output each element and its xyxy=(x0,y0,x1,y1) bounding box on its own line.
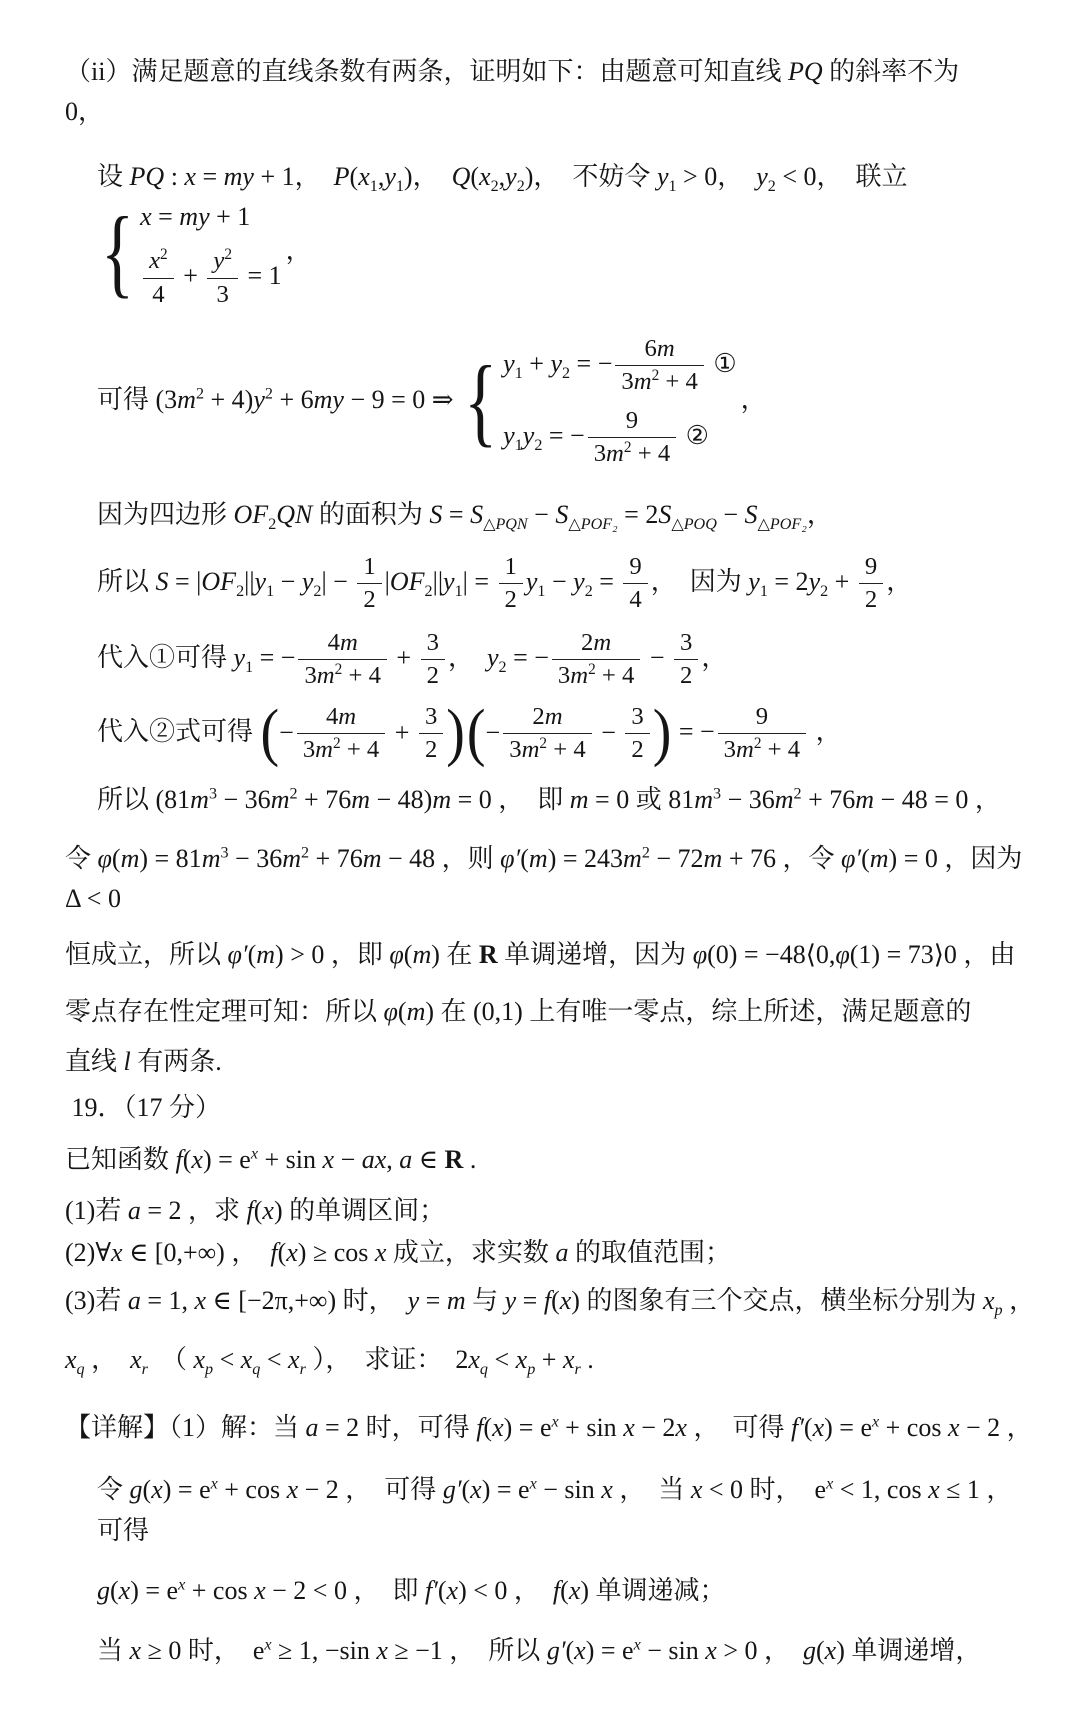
math-var: x xyxy=(812,1412,825,1442)
math-var: m xyxy=(432,785,452,815)
math-scripted: $m^2$ xyxy=(270,785,298,815)
brace-glyph: { xyxy=(464,346,498,457)
math-var: m xyxy=(406,996,426,1026)
math-scripted: $x_p$ xyxy=(982,1286,1003,1320)
math-scripted: $y_2$ xyxy=(756,161,776,195)
fraction: $\frac{6m}{3m^2 + 4}$ xyxy=(615,335,703,397)
fraction: $\frac{3}{2}$ xyxy=(421,629,445,691)
math-var: f′ xyxy=(790,1412,804,1442)
math-var: x xyxy=(374,1238,387,1268)
math-var: x xyxy=(559,1286,572,1316)
math-bold: R xyxy=(444,1145,464,1175)
text-line: 可得 $(3m^2 + 4)y^2 + 6my - 9 = 0$ ⇒ { $y_1 + y_2$ = − $\frac{6m}{3m^2 + 4}$ ① $y_1y_2$ = − $\frac{9}{3m^2 + 4}$ ② ， xyxy=(97,335,767,468)
math-scripted: $y_1$ xyxy=(443,566,463,600)
math-var: x xyxy=(824,1636,837,1666)
math-scripted: $x_p$ xyxy=(193,1344,214,1378)
math-var: x xyxy=(568,1575,581,1605)
math-var: x xyxy=(690,1475,703,1505)
math-var: x xyxy=(492,1412,504,1442)
math-var: a xyxy=(555,1238,569,1268)
math-var: my xyxy=(179,201,210,231)
text-line: 【详解】（1）解：当 a = 2 时，可得 $f(x) = e^x + \sin x - 2x$ ， 可得 $f'(x) = e^x + \cos x - 2$ ， xyxy=(65,1412,1033,1442)
math-var: PQ xyxy=(129,161,165,191)
math-scripted: $y_1$ xyxy=(233,642,254,676)
math-scripted: $F_2$ xyxy=(408,566,433,600)
math-scripted: $y_1$ xyxy=(656,161,677,195)
cases-system: { x = my + 1 $\frac{x^2}{4}$ + $\frac{y^2}{3}$ = 1 xyxy=(101,197,282,308)
math-var: x xyxy=(470,1475,482,1505)
math-scripted: $e^x$ xyxy=(539,1412,559,1442)
math-var: m xyxy=(869,843,889,873)
math-var: x xyxy=(140,201,152,231)
math-scripted: $e^x$ xyxy=(166,1575,186,1605)
math-var: S xyxy=(155,566,169,596)
math-var: m xyxy=(703,843,723,873)
math-var: g xyxy=(97,1575,110,1605)
fraction: $\frac{3}{2}$ xyxy=(419,703,443,765)
math-var: m xyxy=(351,785,370,815)
math-scripted: $m^2$ xyxy=(282,843,310,873)
math-var: x xyxy=(129,1636,142,1666)
text-line: 恒成立，所以 φ′(m) > 0 ，即 φ(m) 在 R 单调递增，因为 φ(0) = −48⟨0,φ(1) = 73⟩0 ，由 xyxy=(65,940,1016,970)
math-var: my xyxy=(313,384,344,414)
math-var: g xyxy=(802,1636,816,1666)
math-scripted: $x_r$ xyxy=(562,1344,581,1378)
math-scripted: $x_q$ xyxy=(468,1344,488,1378)
math-scripted: $S_{\triangle PQN}$ xyxy=(470,499,528,533)
math-scripted: $m^2$ xyxy=(315,734,341,763)
math-scripted: $m^2$ xyxy=(736,734,762,763)
math-var: m xyxy=(544,702,563,730)
math-var: l xyxy=(123,1046,131,1076)
fraction: $\frac{9}{3m^2 + 4}$ xyxy=(588,407,676,469)
math-var: ax xyxy=(361,1145,387,1175)
math-scripted: $y_1$ xyxy=(254,566,275,600)
math-var: m xyxy=(362,843,382,873)
math-scripted: $y^2$ xyxy=(213,245,232,275)
math-scripted: $e^x$ xyxy=(814,1475,834,1505)
math-var: a xyxy=(305,1412,319,1442)
math-var: x xyxy=(623,1412,635,1442)
math-scripted: $S_{\triangle POQ}$ xyxy=(658,499,717,533)
fraction: $\frac{3}{2}$ xyxy=(625,703,649,765)
math-var: Q xyxy=(451,161,471,191)
text-line: (2)∀x ∈ [0,+∞) ， f(x) ≥ cos x 成立，求实数 a 的取值范围； xyxy=(65,1238,731,1268)
text-line: $x_q$ ， $x_r$ （ $x_p < x_q < x_r$ ）， 求证： $2x_q < x_p + x_r$ . xyxy=(65,1344,594,1378)
math-var: f xyxy=(476,1412,484,1442)
fraction: $\frac{x^2}{4}$ xyxy=(143,247,174,309)
math-var: x xyxy=(151,1475,163,1505)
text-line: (3)若 a = 1, x ∈ [−2π,+∞) 时， y = m 与 y = f(x) 的图象有三个交点，横坐标分别为 $x_p$ ， xyxy=(65,1286,1036,1320)
math-var: g xyxy=(129,1475,143,1505)
math-scripted: $y_1$ xyxy=(748,566,768,600)
math-scripted: $e^x$ xyxy=(860,1412,880,1442)
math-scripted: $e^x$ xyxy=(518,1475,537,1505)
math-var: x xyxy=(376,1636,388,1666)
text-line: 因为四边形 $OF_2QN$ 的面积为 $S = S_{\triangle PQN} - S_{\triangle POF_2} = 2S_{\triangle POQ} - S_{\triangle POF_2}$， xyxy=(97,499,833,533)
math-var: P xyxy=(333,161,350,191)
math-scripted: $m^2$ xyxy=(774,785,802,815)
math-var: x xyxy=(286,1238,298,1268)
math-var: x xyxy=(928,1475,940,1505)
math-var: m xyxy=(528,843,548,873)
fraction: $\frac{4m}{3m^2 + 4}$ xyxy=(297,703,385,765)
math-scripted: $y_2$ xyxy=(550,348,571,383)
text-line: 令 $\varphi(m) = 81m^3 - 36m^2 + 76m - 48$ ，则 $\varphi'(m) = 243m^2 - 72m + 76$ ，令 φ′(m) = 0 ，因为 Δ < 0 xyxy=(65,843,1029,913)
math-var: x xyxy=(601,1475,613,1505)
math-scripted: $e^x$ xyxy=(239,1145,258,1175)
math-var: φ′ xyxy=(500,843,521,873)
math-scripted: $x_r$ xyxy=(288,1344,306,1378)
math-scripted: $e^x$ xyxy=(252,1636,272,1666)
math-var: a xyxy=(127,1286,141,1316)
math-var: φ xyxy=(383,996,398,1026)
fraction: $\frac{9}{2}$ xyxy=(859,553,883,615)
math-scripted: $e^x$ xyxy=(622,1636,641,1666)
math-var: m xyxy=(446,1286,466,1316)
math-bold: R xyxy=(478,940,498,970)
math-var: x xyxy=(705,1636,717,1666)
math-var: x xyxy=(118,1575,131,1605)
text-line: (1)若 a = 2 ，求 f(x) 的单调区间； xyxy=(65,1195,446,1225)
math-var: a xyxy=(127,1195,141,1225)
math-scripted: $x_q$ xyxy=(65,1344,85,1378)
math-var: x xyxy=(184,161,196,191)
math-scripted: $S_{\triangle POF_2}$ xyxy=(555,499,618,533)
text-line: 所以 $(81m^3 - 36m^2 + 76m - 48)m = 0$ ， 即 m = 0 或 $81m^3 - 36m^2 + 76m - 48 = 0$ ， xyxy=(97,785,1001,815)
text-line: 所以 $S = |OF_2||y_1 - y_2|$ − $\frac{1}{2}$ $|OF_2||y_1|$ = $\frac{1}{2}$ $y_1 - y_2$ = $\frac{9}{4}$ ， 因为 $y_1 = 2y_2$ + $\frac{9}{2}$ ， xyxy=(97,552,913,614)
fraction: $\frac{9}{4}$ xyxy=(623,553,647,615)
math-var: f′ xyxy=(424,1575,438,1605)
math-var: m xyxy=(120,843,140,873)
math-scripted: $m^3$ xyxy=(694,785,722,815)
math-var: f xyxy=(543,1286,552,1316)
math-scripted: $x^2$ xyxy=(149,245,168,275)
math-scripted: $e^x$ xyxy=(199,1475,218,1505)
math-var: m xyxy=(338,702,357,730)
math-scripted: $F_2$ xyxy=(220,566,245,600)
fraction: $\frac{2m}{3m^2 + 4}$ xyxy=(552,629,640,691)
math-scripted: $m^2$ xyxy=(570,660,596,690)
math-scripted: $m^2$ xyxy=(316,660,343,690)
math-scripted: $x_q$ xyxy=(240,1344,261,1378)
text-line: （ii）满足题意的直线条数有两条，证明如下：由题意可知直线 PQ 的斜率不为 xyxy=(65,57,960,86)
math-scripted: $y_1$ xyxy=(503,348,523,383)
math-var: x xyxy=(286,1475,299,1505)
math-var: m xyxy=(656,335,675,362)
math-scripted: $y_2$ xyxy=(573,566,593,600)
brace-glyph: { xyxy=(101,197,135,308)
math-scripted: $y_2$ xyxy=(522,420,543,454)
math-var: f xyxy=(175,1145,183,1175)
math-scripted: $x_r$ xyxy=(130,1344,148,1378)
math-var: f xyxy=(246,1195,254,1225)
cases-system: { $y_1 + y_2$ = − $\frac{6m}{3m^2 + 4}$ ① $y_1y_2$ = − $\frac{9}{3m^2 + 4}$ ② xyxy=(464,335,737,468)
math-var: a xyxy=(399,1145,413,1175)
math-var: y xyxy=(407,1286,420,1316)
math-var: x xyxy=(947,1412,960,1442)
math-scripted: $y_2$ xyxy=(301,566,322,600)
math-scripted: $y_2$ xyxy=(808,566,829,600)
math-scripted: $m^2$ xyxy=(623,843,650,873)
math-var: my xyxy=(223,161,254,191)
math-scripted: $y^2$ xyxy=(253,384,273,414)
math-var: φ xyxy=(97,843,112,873)
text-line: 已知函数 $f(x) = e^x + \sin x$ − ax, a ∈ R . xyxy=(65,1145,477,1175)
math-var: x xyxy=(262,1195,274,1225)
math-var: QN xyxy=(276,499,313,529)
math-var: x xyxy=(254,1575,266,1605)
text-line: 0， xyxy=(65,97,105,127)
math-var: φ′ xyxy=(227,940,248,970)
math-var: f xyxy=(552,1575,561,1605)
math-scripted: $y_2$ xyxy=(486,642,507,676)
math-var: O xyxy=(389,566,409,596)
math-var: x xyxy=(574,1636,586,1666)
math-scripted: $m^3$ xyxy=(190,785,218,815)
math-var: m xyxy=(412,940,432,970)
fraction: $\frac{2m}{3m^2 + 4}$ xyxy=(503,703,591,765)
math-scripted: $y_1$ xyxy=(384,161,404,195)
math-var: φ′ xyxy=(841,843,862,873)
math-scripted: $F_2$ xyxy=(252,499,277,533)
math-var: S xyxy=(429,499,443,529)
math-scripted: $x_1$ xyxy=(358,161,378,195)
math-scripted: $y_2$ xyxy=(505,161,525,195)
text-line: 19．（17 分） xyxy=(65,1093,222,1123)
math-scripted: $m^2$ xyxy=(177,384,205,414)
math-var: φ xyxy=(692,940,708,970)
math-scripted: $y_1$ xyxy=(503,420,523,454)
fraction: $\frac{9}{3m^2 + 4}$ xyxy=(718,703,806,765)
math-var: g′ xyxy=(546,1636,566,1666)
math-scripted: $x_2$ xyxy=(479,161,499,195)
fraction: $\frac{4m}{3m^2 + 4}$ xyxy=(298,629,386,691)
math-scripted: $S_{\triangle POF_2}$ xyxy=(744,499,807,533)
math-var: m xyxy=(569,785,589,815)
text-line: 设 PQ : x = my + 1， $P(x_1,y_1)$， $Q(x_2,y_2)$， 不妨令 $y_1 > 0$， $y_2 < 0$， 联立 { x = my + 1 $\frac{x^2}{4}$ + $\frac{y^2}{3}$ = 1 ， xyxy=(97,161,914,308)
math-var: x xyxy=(322,1145,335,1175)
text-line: 代入②式可得 ( − $\frac{4m}{3m^2 + 4}$ + $\frac{3}{2}$ ) ( − $\frac{2m}{3m^2 + 4}$ − $\frac{3}{2}$ ) = − $\frac{9}{3m^2 + 4}$ ， xyxy=(97,696,842,769)
math-var: y xyxy=(504,1286,517,1316)
fraction: $\frac{1}{2}$ xyxy=(357,553,381,615)
math-var: φ xyxy=(389,940,404,970)
text-line: 零点存在性定理可知：所以 φ(m) 在 (0,1) 上有唯一零点，综上所述，满足题意的 xyxy=(65,996,972,1026)
math-scripted: $y_1$ xyxy=(525,566,546,600)
math-var: O xyxy=(233,499,253,529)
math-scripted: $x_p$ xyxy=(515,1344,536,1378)
math-var: x xyxy=(446,1575,459,1605)
math-var: m xyxy=(593,628,612,656)
math-var: O xyxy=(201,566,221,596)
fraction: $\frac{1}{2}$ xyxy=(499,553,523,615)
math-var: PQ xyxy=(787,57,823,86)
text-line: 直线 l 有两条. xyxy=(65,1046,222,1076)
math-var: g′ xyxy=(442,1475,462,1505)
math-var: x xyxy=(194,1286,207,1316)
math-var: x xyxy=(111,1238,123,1268)
fraction: $\frac{3}{2}$ xyxy=(674,629,698,691)
math-var: x xyxy=(675,1412,687,1442)
text-line: $g(x) = e^x + \cos x - 2 < 0$ ， 即 f′(x) < 0 ， f(x) 单调递减； xyxy=(97,1575,726,1605)
math-var: m xyxy=(256,940,276,970)
math-var: m xyxy=(339,628,358,656)
document-body xyxy=(65,52,1042,1671)
big-paren-group: ( − $\frac{2m}{3m^2 + 4}$ − $\frac{3}{2}$ ) xyxy=(466,696,672,769)
math-var: m xyxy=(855,785,875,815)
math-var: x xyxy=(191,1145,203,1175)
fraction: $\frac{y^2}{3}$ xyxy=(207,247,238,309)
math-scripted: $m^2$ xyxy=(606,438,632,468)
math-scripted: $m^2$ xyxy=(521,734,548,763)
math-scripted: $m^3$ xyxy=(201,843,229,873)
big-paren-group: ( − $\frac{4m}{3m^2 + 4}$ + $\frac{3}{2}$ ) xyxy=(260,696,465,769)
text-line: 当 x ≥ 0 时， $e^x \ge 1$, −sin x ≥ −1 ， 所以 $g'(x) = e^x - \sin x > 0$ ， g(x) 单调递增， xyxy=(97,1636,982,1666)
text-line: 代入①可得 $y_1$ = − $\frac{4m}{3m^2 + 4}$ + $\frac{3}{2}$ ， $y_2$ = − $\frac{2m}{3m^2 + 4}$ − $\frac{3}{2}$ ， xyxy=(97,628,728,690)
text-line: 令 $g(x) = e^x + \cos x - 2$ ， 可得 $g'(x) = e^x - \sin x$ ， 当 x < 0 时， $e^x < 1$, cos x ≤ 1 ， 可得 xyxy=(97,1475,1026,1545)
math-var: f xyxy=(270,1238,278,1268)
math-var: φ xyxy=(835,940,850,970)
math-scripted: $m^2$ xyxy=(633,367,660,396)
